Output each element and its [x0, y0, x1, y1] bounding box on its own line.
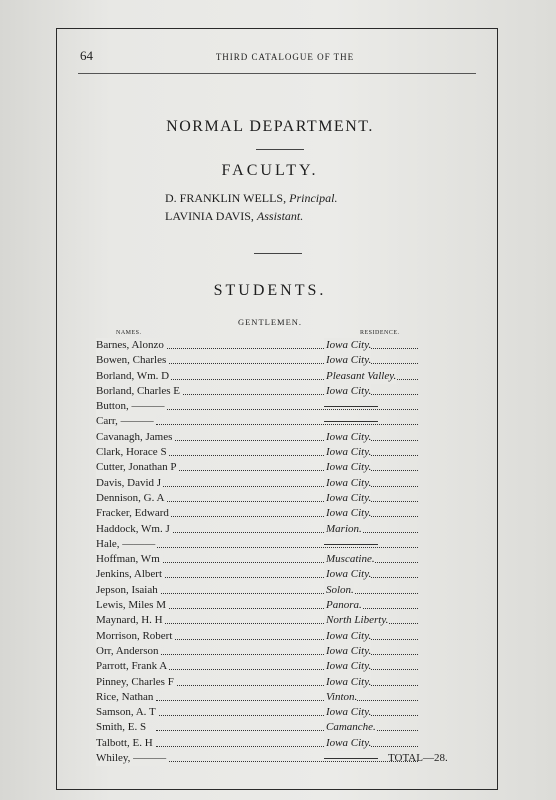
table-row	[96, 659, 426, 674]
dot-leader	[156, 562, 418, 563]
table-row	[96, 430, 426, 445]
student-residence: Panora.	[324, 598, 362, 613]
table-row	[96, 537, 426, 552]
running-head: THIRD CATALOGUE OF THE	[215, 52, 355, 62]
dot-leader	[156, 501, 418, 502]
table-row	[96, 598, 426, 613]
student-residence: Iowa City.	[324, 491, 371, 506]
student-name: Lewis, Miles M	[96, 598, 168, 613]
residence-blank-rule	[324, 421, 378, 422]
student-residence: Camanche.	[324, 720, 376, 735]
student-name: Parrott, Frank A	[96, 659, 169, 674]
table-row	[96, 445, 426, 460]
residence-blank-rule	[324, 406, 378, 407]
student-residence: Iowa City.	[324, 675, 371, 690]
student-residence: Iowa City.	[324, 506, 371, 521]
student-name: Fracker, Edward	[96, 506, 171, 521]
student-name: Maynard, H. H	[96, 613, 165, 628]
divider-rule	[256, 149, 304, 150]
student-name: Bowen, Charles	[96, 353, 168, 368]
dot-leader	[156, 577, 418, 578]
table-row	[96, 491, 426, 506]
student-name: Orr, Anderson	[96, 644, 161, 659]
student-name: Haddock, Wm. J	[96, 522, 172, 537]
faculty-title: Assistant.	[256, 209, 304, 223]
dot-leader	[156, 409, 418, 410]
student-residence: Iowa City.	[324, 384, 371, 399]
dot-leader	[156, 532, 418, 533]
dot-leader	[156, 639, 418, 640]
student-name: Davis, David J	[96, 476, 163, 491]
table-row	[96, 705, 426, 720]
dot-leader	[156, 715, 418, 716]
student-residence: Iowa City.	[324, 659, 371, 674]
group-heading: GENTLEMEN.	[237, 317, 303, 327]
students-heading: STUDENTS.	[213, 282, 327, 299]
student-name: Barnes, Alonzo	[96, 338, 166, 353]
table-row	[96, 552, 426, 567]
dot-leader	[156, 685, 418, 686]
student-residence: Iowa City.	[324, 476, 371, 491]
table-row	[96, 399, 426, 414]
divider-rule	[254, 253, 302, 254]
residence-blank-rule	[324, 544, 378, 545]
student-name: Borland, Charles E	[96, 384, 182, 399]
student-residence: Iowa City.	[324, 445, 371, 460]
table-row	[96, 690, 426, 705]
student-residence: Vinton.	[324, 690, 357, 705]
dot-leader	[156, 516, 418, 517]
student-residence: Pleasant Valley.	[324, 369, 396, 384]
table-row	[96, 506, 426, 521]
student-name: Jenkins, Albert	[96, 567, 164, 582]
total-count: TOTAL—28.	[388, 752, 448, 764]
table-row	[96, 613, 426, 628]
student-name: Morrison, Robert	[96, 629, 174, 644]
column-header-residence: RESIDENCE.	[360, 330, 400, 336]
department-title: NORMAL DEPARTMENT.	[166, 118, 374, 135]
dot-leader	[156, 746, 418, 747]
dot-leader	[156, 669, 418, 670]
table-row	[96, 720, 426, 735]
table-row	[96, 675, 426, 690]
dot-leader	[156, 593, 418, 594]
residence-blank-rule	[324, 758, 378, 759]
faculty-name: LAVINIA DAVIS,	[165, 209, 254, 223]
table-row	[96, 629, 426, 644]
table-row	[96, 338, 426, 353]
table-row	[96, 583, 426, 598]
student-residence: Iowa City.	[324, 338, 371, 353]
student-name: Jepson, Isaiah	[96, 583, 160, 598]
faculty-title: Principal.	[289, 191, 338, 205]
student-residence: Solon.	[324, 583, 354, 598]
table-row	[96, 476, 426, 491]
dot-leader	[156, 455, 418, 456]
student-name: Carr, ———	[96, 414, 156, 429]
student-residence: Iowa City.	[324, 567, 371, 582]
student-name: Talbott, E. H	[96, 736, 155, 751]
dot-leader	[156, 440, 418, 441]
table-row	[96, 522, 426, 537]
student-roster	[96, 338, 426, 766]
table-row	[96, 414, 426, 429]
student-name: Borland, Wm. D	[96, 369, 171, 384]
student-residence: Iowa City.	[324, 353, 371, 368]
student-name: Clark, Horace S	[96, 445, 169, 460]
student-residence: Iowa City.	[324, 430, 371, 445]
dot-leader	[156, 654, 418, 655]
header-rule	[78, 73, 476, 74]
faculty-member	[165, 191, 337, 206]
table-row	[96, 644, 426, 659]
student-name: Dennison, G. A	[96, 491, 166, 506]
table-row	[96, 384, 426, 399]
student-name: Rice, Nathan	[96, 690, 155, 705]
table-row	[96, 369, 426, 384]
student-name: Cutter, Jonathan P	[96, 460, 179, 475]
faculty-member	[165, 209, 303, 224]
student-name: Smith, E. S	[96, 720, 148, 735]
student-residence: Marion.	[324, 522, 362, 537]
student-residence: North Liberty.	[324, 613, 388, 628]
table-row	[96, 736, 426, 751]
dot-leader	[156, 363, 418, 364]
dot-leader	[156, 348, 418, 349]
student-residence: Iowa City.	[324, 644, 371, 659]
student-name: Hoffman, Wm	[96, 552, 162, 567]
dot-leader	[156, 700, 418, 701]
dot-leader	[156, 730, 418, 731]
dot-leader	[156, 394, 418, 395]
dot-leader	[156, 608, 418, 609]
dot-leader	[156, 424, 418, 425]
dot-leader	[156, 470, 418, 471]
student-name: Pinney, Charles F	[96, 675, 176, 690]
student-residence: Iowa City.	[324, 629, 371, 644]
table-row	[96, 751, 426, 766]
student-residence: Muscatine.	[324, 552, 375, 567]
student-residence: Iowa City.	[324, 736, 371, 751]
dot-leader	[156, 547, 418, 548]
student-name: Whiley, ———	[96, 751, 168, 766]
page-number: 64	[80, 48, 93, 63]
student-name: Button, ———	[96, 399, 166, 414]
student-name: Cavanagh, James	[96, 430, 174, 445]
table-row	[96, 460, 426, 475]
table-row	[96, 353, 426, 368]
table-row	[96, 567, 426, 582]
dot-leader	[156, 486, 418, 487]
student-name: Samson, A. T	[96, 705, 158, 720]
faculty-name: D. FRANKLIN WELLS,	[165, 191, 287, 205]
student-name: Hale, ———	[96, 537, 157, 552]
dot-leader	[156, 761, 418, 762]
student-residence: Iowa City.	[324, 705, 371, 720]
column-header-names: NAMES.	[116, 330, 142, 336]
student-residence: Iowa City.	[324, 460, 371, 475]
faculty-heading: FACULTY.	[221, 162, 319, 179]
